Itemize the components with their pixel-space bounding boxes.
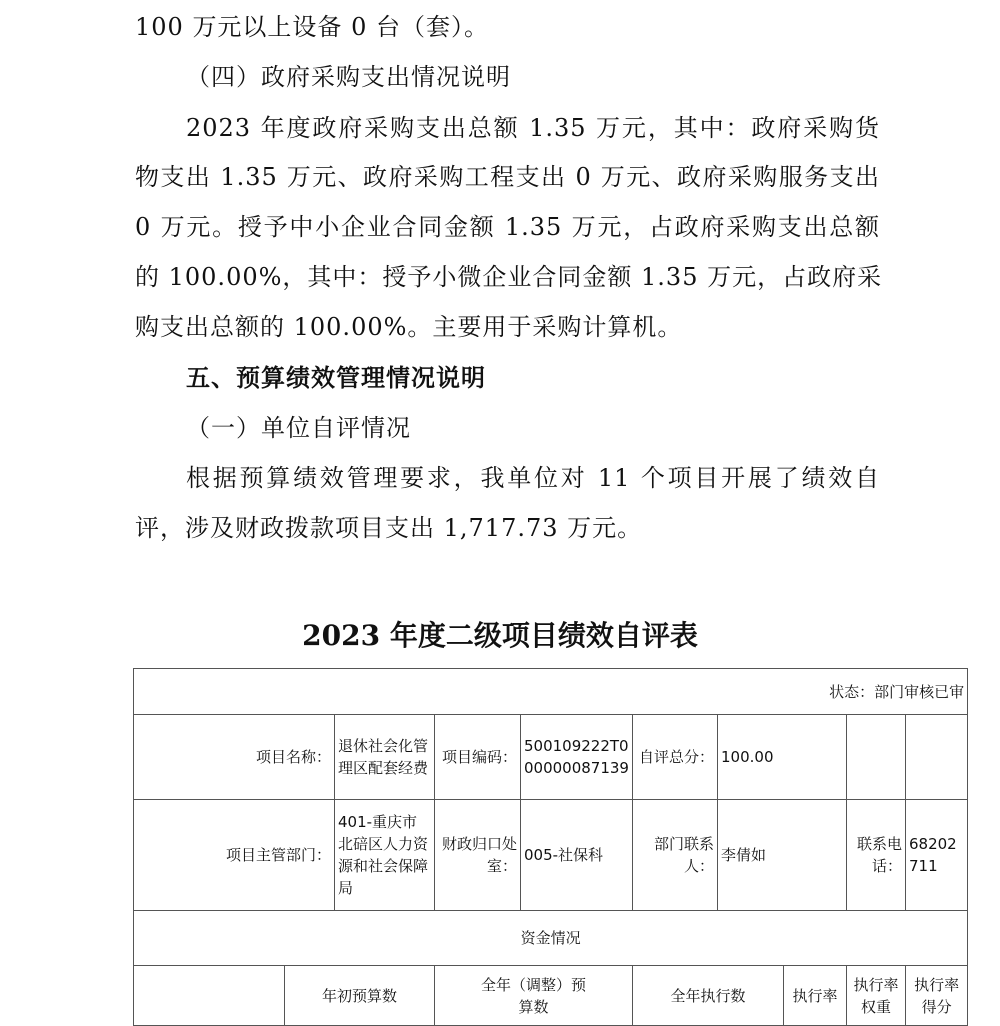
score-value: 100.00 (718, 715, 847, 800)
project-code-value: 500109222T000000087139 (521, 715, 633, 800)
phone-value: 68202711 (906, 800, 968, 911)
col-exec-rate: 执行率 (784, 966, 847, 1026)
table-title: 2023 年度二级项目绩效自评表 (302, 619, 698, 652)
col-rate-weight: 执行率权重 (847, 966, 906, 1026)
col-execution: 全年执行数 (633, 966, 784, 1026)
project-name-label: 项目名称： (134, 715, 335, 800)
paragraph-line: 的 100.00%，其中：授予小微企业合同金额 1.35 万元，占政府采 (135, 263, 883, 291)
empty-cell (847, 715, 906, 800)
column-header-row (134, 966, 968, 1026)
empty-cell (134, 966, 285, 1026)
paragraph-line: 根据预算绩效管理要求，我单位对 11 个项目开展了绩效自 (186, 464, 880, 492)
dept-value: 401-重庆市北碚区人力资源和社会保障局 (335, 800, 435, 911)
table-row (134, 715, 968, 800)
paragraph-line: 100 万元以上设备 0 台（套）。 (135, 13, 489, 41)
status-row (134, 669, 968, 715)
funds-header: 资金情况 (134, 911, 968, 966)
project-name-value: 退休社会化管理区配套经费 (335, 715, 435, 800)
performance-table (133, 668, 968, 1026)
score-label: 自评总分： (633, 715, 718, 800)
col-adjusted-budget: 全年（调整）预算数 (435, 966, 633, 1026)
office-value: 005-社保科 (521, 800, 633, 911)
contact-label: 部门联系人： (633, 800, 718, 911)
office-label: 财政归口处室： (435, 800, 521, 911)
paragraph-line: 评，涉及财政拨款项目支出 1,717.73 万元。 (135, 514, 643, 542)
section-heading-5: 五、预算绩效管理情况说明 (186, 363, 486, 392)
col-initial-budget: 年初预算数 (285, 966, 435, 1026)
table-row (134, 800, 968, 911)
paragraph-line: 0 万元。授予中小企业合同金额 1.35 万元，占政府采购支出总额 (135, 213, 880, 241)
contact-value: 李倩如 (718, 800, 847, 911)
paragraph-line: 2023 年度政府采购支出总额 1.35 万元，其中：政府采购货 (186, 114, 880, 142)
status-cell: 状态：部门审核已审 (134, 669, 968, 715)
col-rate-score: 执行率得分 (906, 966, 968, 1026)
project-code-label: 项目编码： (435, 715, 521, 800)
section-heading-4: （四）政府采购支出情况说明 (186, 63, 511, 91)
dept-label: 项目主管部门： (134, 800, 335, 911)
section-heading-5-1: （一）单位自评情况 (186, 414, 411, 442)
paragraph-line: 购支出总额的 100.00%。主要用于采购计算机。 (135, 313, 683, 341)
paragraph-line: 物支出 1.35 万元、政府采购工程支出 0 万元、政府采购服务支出 (135, 163, 880, 191)
phone-label: 联系电话： (847, 800, 906, 911)
empty-cell (906, 715, 968, 800)
funds-header-row (134, 911, 968, 966)
